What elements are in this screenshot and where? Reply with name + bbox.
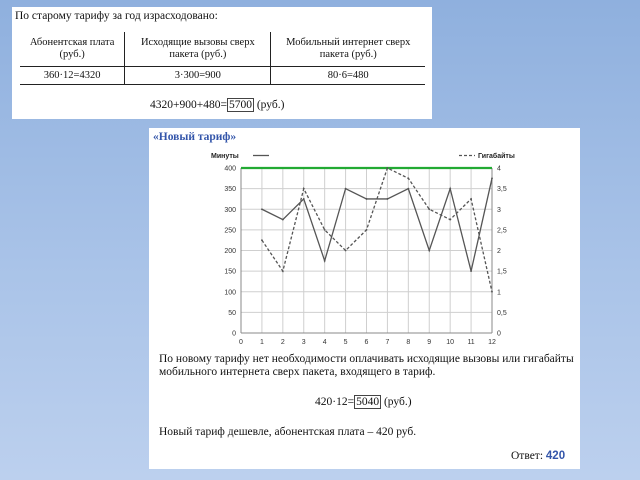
x-tick-label: 11 [467,339,475,346]
column-header-internet: Мобильный интернет сверх пакета (руб.) [271,32,425,67]
new-total-unit: (руб.) [381,396,412,408]
table-values-row [20,67,425,85]
y-left-tick-label: 250 [224,227,236,235]
y-left-tick-label: 50 [228,309,236,317]
y-left-tick-label: 0 [232,330,236,338]
y-right-tick-label: 0,5 [497,309,507,317]
old-total-equation [150,99,284,111]
old-tariff-panel [12,7,432,119]
x-tick-label: 1 [259,339,264,346]
data-point-gigabytes [491,291,493,293]
old-total-unit: (руб.) [253,99,285,111]
new-tariff-panel [149,128,580,469]
x-tick-label: 12 [488,339,496,346]
table-header-row [20,32,425,67]
y-right-tick-label: 4 [497,165,501,173]
y-left-tick-label: 350 [224,186,236,194]
data-point-minutes [261,208,263,210]
y-right-tick-label: 3 [497,206,501,214]
y-left-tick-label: 300 [224,206,236,214]
old-tariff-heading: По старому тарифу за год израсходовано: [15,10,218,22]
x-tick-label: 6 [364,339,369,346]
new-tariff-note: По новому тарифу нет необходимости оплачивать исходящие вызовы или гигабайты мобильного интернета сверх пакета, входящего в тариф. [159,353,574,378]
x-tick-label: 4 [322,339,327,346]
y-right-tick-label: 0 [497,330,501,338]
data-point-minutes [345,188,347,190]
x-tick-label: 8 [406,339,411,346]
x-tick-label: 0 [239,339,243,346]
old-total-expression: 4320+900+480= [150,99,227,111]
y-right-tick-label: 3,5 [497,186,507,194]
x-tick-label: 3 [301,339,306,346]
data-point-minutes [387,198,389,200]
y-left-tick-label: 200 [224,248,236,255]
x-tick-label: 9 [427,339,432,346]
answer [511,450,565,462]
answer-value: 420 [545,450,566,462]
legend-label-minutes: Минуты [211,153,239,160]
new-tariff-conclusion: Новый тариф дешевле, абонентская плата – 420 руб. [159,426,417,438]
y-right-tick-label: 2,5 [497,227,507,235]
y-left-tick-label: 150 [224,268,236,276]
data-point-minutes [407,188,409,190]
data-point-minutes [366,198,368,200]
data-point-minutes [324,260,326,262]
x-tick-label: 5 [343,339,348,346]
data-point-minutes [428,250,430,252]
value-calls: 3·300=900 [125,67,271,85]
new-total-value: 5040 [356,396,380,408]
new-total-expression: 420·12= [315,396,355,408]
x-tick-label: 7 [385,339,390,346]
data-point-minutes [449,188,451,190]
y-right-tick-label: 2 [497,248,501,255]
column-header-subscription: Абонентская плата (руб.) [20,32,125,67]
data-point-gigabytes [470,198,472,200]
data-point-minutes [303,198,305,200]
data-point-gigabytes [324,229,326,231]
data-point-gigabytes [407,177,409,179]
data-point-gigabytes [261,239,263,241]
data-point-gigabytes [387,167,389,169]
data-point-gigabytes [282,270,284,272]
data-point-gigabytes [303,188,305,190]
new-total-equation [315,396,412,408]
series-line-minutes [262,178,492,271]
x-tick-label: 10 [446,339,455,346]
data-point-minutes [491,177,493,179]
old-tariff-table [20,32,425,85]
data-point-minutes [282,219,284,221]
y-left-tick-label: 400 [224,165,236,173]
data-point-gigabytes [428,208,430,210]
column-header-calls: Исходящие вызовы сверх пакета (руб.) [125,32,271,67]
old-total-value: 5700 [228,99,252,111]
legend-label-gigabytes: Гигабайты [478,153,515,160]
y-right-tick-label: 1,5 [497,268,507,276]
data-point-gigabytes [345,250,347,252]
x-tick-label: 2 [280,339,285,346]
answer-label: Ответ: [511,450,546,462]
value-internet: 80·6=480 [271,67,425,85]
data-point-gigabytes [449,219,451,221]
y-right-tick-label: 1 [497,289,501,297]
new-tariff-title: «Новый тариф» [153,131,237,143]
data-point-minutes [470,270,472,272]
usage-chart [149,146,580,346]
y-left-tick-label: 100 [224,289,236,297]
value-subscription: 360·12=4320 [20,67,125,85]
data-point-gigabytes [366,229,368,231]
